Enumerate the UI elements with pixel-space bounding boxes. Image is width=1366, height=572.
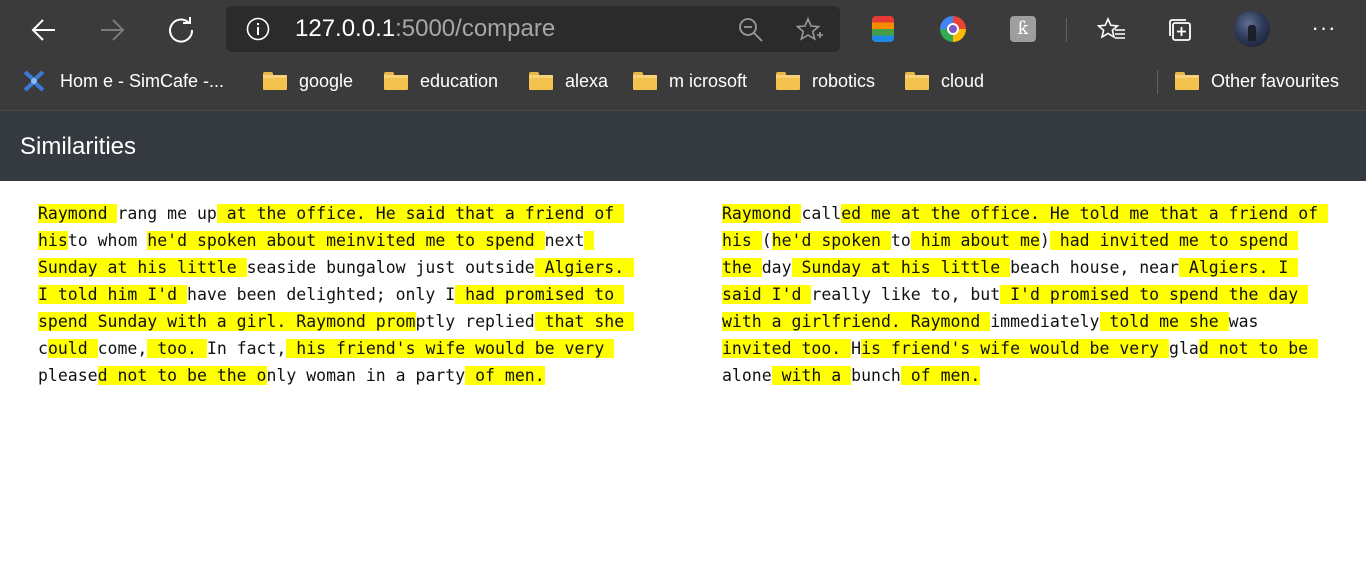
bookmarks-divider — [1157, 70, 1158, 94]
matched-segment: his friend's wife would be very — [286, 339, 615, 358]
toolbar-divider — [1066, 18, 1067, 42]
page-title: Similarities — [20, 133, 137, 160]
page-header — [0, 111, 1366, 181]
matched-segment: Raymond — [38, 204, 118, 223]
bookmark-other-favourites[interactable] — [1175, 60, 1339, 102]
url-text[interactable] — [295, 6, 555, 52]
collections-icon — [1166, 16, 1194, 44]
site-info-icon[interactable] — [246, 17, 270, 46]
right-text-panel — [722, 200, 1326, 389]
matched-segment: spend Sunday with a girl. Raymond prom — [38, 312, 416, 331]
bookmark-label: robotics — [812, 70, 876, 91]
text-line — [722, 227, 1326, 254]
matched-segment: he'd spoken — [771, 231, 891, 250]
matched-segment: his — [722, 231, 762, 250]
bookmark-label: alexa — [565, 70, 609, 91]
matched-segment: his — [38, 231, 68, 250]
favorites-button[interactable] — [1092, 10, 1132, 50]
unmatched-segment: nly woman in a party — [266, 366, 466, 385]
text-line — [722, 308, 1326, 335]
unmatched-segment: bunch — [851, 366, 901, 385]
unmatched-segment: gla — [1169, 339, 1199, 358]
text-line — [722, 254, 1326, 281]
unmatched-segment: seaside bungalow just outside — [246, 258, 535, 277]
text-line — [38, 308, 642, 335]
matched-segment: Algiers. — [534, 258, 635, 277]
matched-segment: at the office. He said that a friend of — [216, 204, 625, 223]
matched-segment: I told him I'd — [38, 285, 188, 304]
matched-segment — [584, 231, 594, 250]
bookmark-label: Other favourites — [1211, 70, 1340, 91]
unmatched-segment: have been delighted; only I — [187, 285, 456, 304]
matched-segment: him about me — [910, 231, 1040, 250]
matched-segment: told me she — [1099, 312, 1229, 331]
unmatched-segment: next — [544, 231, 585, 250]
matched-segment: said I'd — [722, 285, 812, 304]
browser-toolbar — [0, 0, 1366, 60]
unmatched-segment: In fact, — [206, 339, 287, 358]
unmatched-segment: day — [761, 258, 792, 277]
matched-segment: Algiers. I — [1179, 258, 1299, 277]
zoom-out-icon[interactable] — [738, 17, 764, 48]
unmatched-segment: rang me up — [117, 204, 217, 223]
matched-segment: had invited me to spend — [1049, 231, 1299, 250]
unmatched-segment: immediately — [990, 312, 1100, 331]
forward-arrow-icon — [98, 16, 126, 44]
folder-icon — [776, 72, 800, 90]
matched-segment: d not to be the o — [97, 366, 267, 385]
collections-button[interactable] — [1160, 10, 1200, 50]
refresh-icon — [167, 16, 195, 44]
unmatched-segment: was — [1228, 312, 1259, 331]
folder-icon — [633, 72, 657, 90]
bookmark-label: m icrosoft — [669, 70, 748, 91]
left-text-panel — [38, 200, 642, 389]
bookmark-folder-robotics[interactable] — [776, 60, 875, 102]
unmatched-segment: to — [890, 231, 911, 250]
bookmarks-bar — [0, 60, 1366, 111]
bookmark-label: cloud — [941, 70, 985, 91]
bookmark-label: education — [420, 70, 499, 91]
folder-icon — [263, 72, 287, 90]
favorites-list-icon — [1097, 17, 1127, 43]
bookmark-folder-education[interactable] — [384, 60, 498, 102]
bookmark-label: google — [299, 70, 354, 91]
matched-segment: with a girlfriend. Raymond — [722, 312, 991, 331]
unmatched-segment: c — [38, 339, 48, 358]
folder-icon — [384, 72, 408, 90]
matched-segment: of men. — [900, 366, 981, 385]
back-arrow-icon — [30, 16, 58, 44]
matched-segment: Sunday at his little — [791, 258, 1011, 277]
settings-menu-button[interactable] — [1306, 10, 1342, 50]
matched-segment: the — [722, 258, 762, 277]
back-button[interactable] — [24, 10, 64, 50]
text-line — [722, 281, 1326, 308]
add-favorite-icon[interactable] — [796, 17, 824, 48]
url-host: 127.0.0.1 — [295, 15, 396, 42]
matched-segment: of men. — [465, 366, 545, 385]
unmatched-segment: really like to, but — [811, 285, 1001, 304]
bookmark-folder-alexa[interactable] — [529, 60, 608, 102]
matched-segment: ed me at the office. He told me that a friend of — [841, 204, 1328, 223]
matched-segment: Sunday at his little — [38, 258, 247, 277]
bookmark-folder-google[interactable] — [263, 60, 353, 102]
unmatched-segment: ( — [761, 231, 772, 250]
text-line — [38, 281, 642, 308]
url-path: :5000/compare — [395, 15, 556, 42]
matched-segment: Raymond — [722, 204, 802, 223]
folder-icon — [1175, 72, 1199, 90]
matched-segment: with a — [771, 366, 852, 385]
matched-segment: had promised to — [455, 285, 625, 304]
bookmark-simcafe[interactable] — [22, 60, 224, 102]
more-dots-icon: ··· — [1311, 15, 1337, 40]
unmatched-segment: call — [801, 204, 842, 223]
text-line — [38, 200, 642, 227]
matched-segment: is friend's wife would be very — [861, 339, 1170, 358]
bookmark-label: Hom e - SimCafe -... — [60, 70, 225, 91]
folder-icon — [905, 72, 929, 90]
forward-button[interactable] — [92, 10, 132, 50]
bookmark-folder-cloud[interactable] — [905, 60, 984, 102]
text-line — [38, 254, 642, 281]
extension-chrome-icon[interactable] — [940, 16, 966, 42]
matched-segment: ould — [47, 339, 98, 358]
matched-segment: d not to be — [1198, 339, 1319, 358]
text-line — [722, 200, 1326, 227]
matched-segment: that she — [534, 312, 635, 331]
refresh-button[interactable] — [161, 10, 201, 50]
matched-segment: too. — [147, 339, 207, 358]
text-line — [38, 335, 642, 362]
extension-k-icon[interactable]: ƙ — [1010, 16, 1036, 42]
unmatched-segment: to whom — [67, 231, 148, 250]
unmatched-segment: H — [851, 339, 862, 358]
extension-stack-icon[interactable] — [872, 16, 894, 42]
text-line — [38, 362, 642, 389]
matched-segment: he'd spoken about meinvited me to spend — [147, 231, 545, 250]
unmatched-segment: please — [38, 366, 98, 385]
bookmark-folder-microsoft[interactable] — [633, 60, 747, 102]
address-bar[interactable] — [226, 6, 840, 52]
text-line — [38, 227, 642, 254]
unmatched-segment: alone — [722, 366, 772, 385]
simcafe-logo-icon — [22, 69, 48, 93]
unmatched-segment: ptly replied — [415, 312, 535, 331]
text-line — [722, 335, 1326, 362]
profile-avatar[interactable] — [1234, 11, 1270, 47]
unmatched-segment: ) — [1039, 231, 1050, 250]
unmatched-segment: beach house, near — [1010, 258, 1179, 277]
text-line — [722, 362, 1326, 389]
folder-icon — [529, 72, 553, 90]
unmatched-segment: come, — [97, 339, 148, 358]
matched-segment: I'd promised to spend the day — [1000, 285, 1309, 304]
matched-segment: invited too. — [722, 339, 852, 358]
